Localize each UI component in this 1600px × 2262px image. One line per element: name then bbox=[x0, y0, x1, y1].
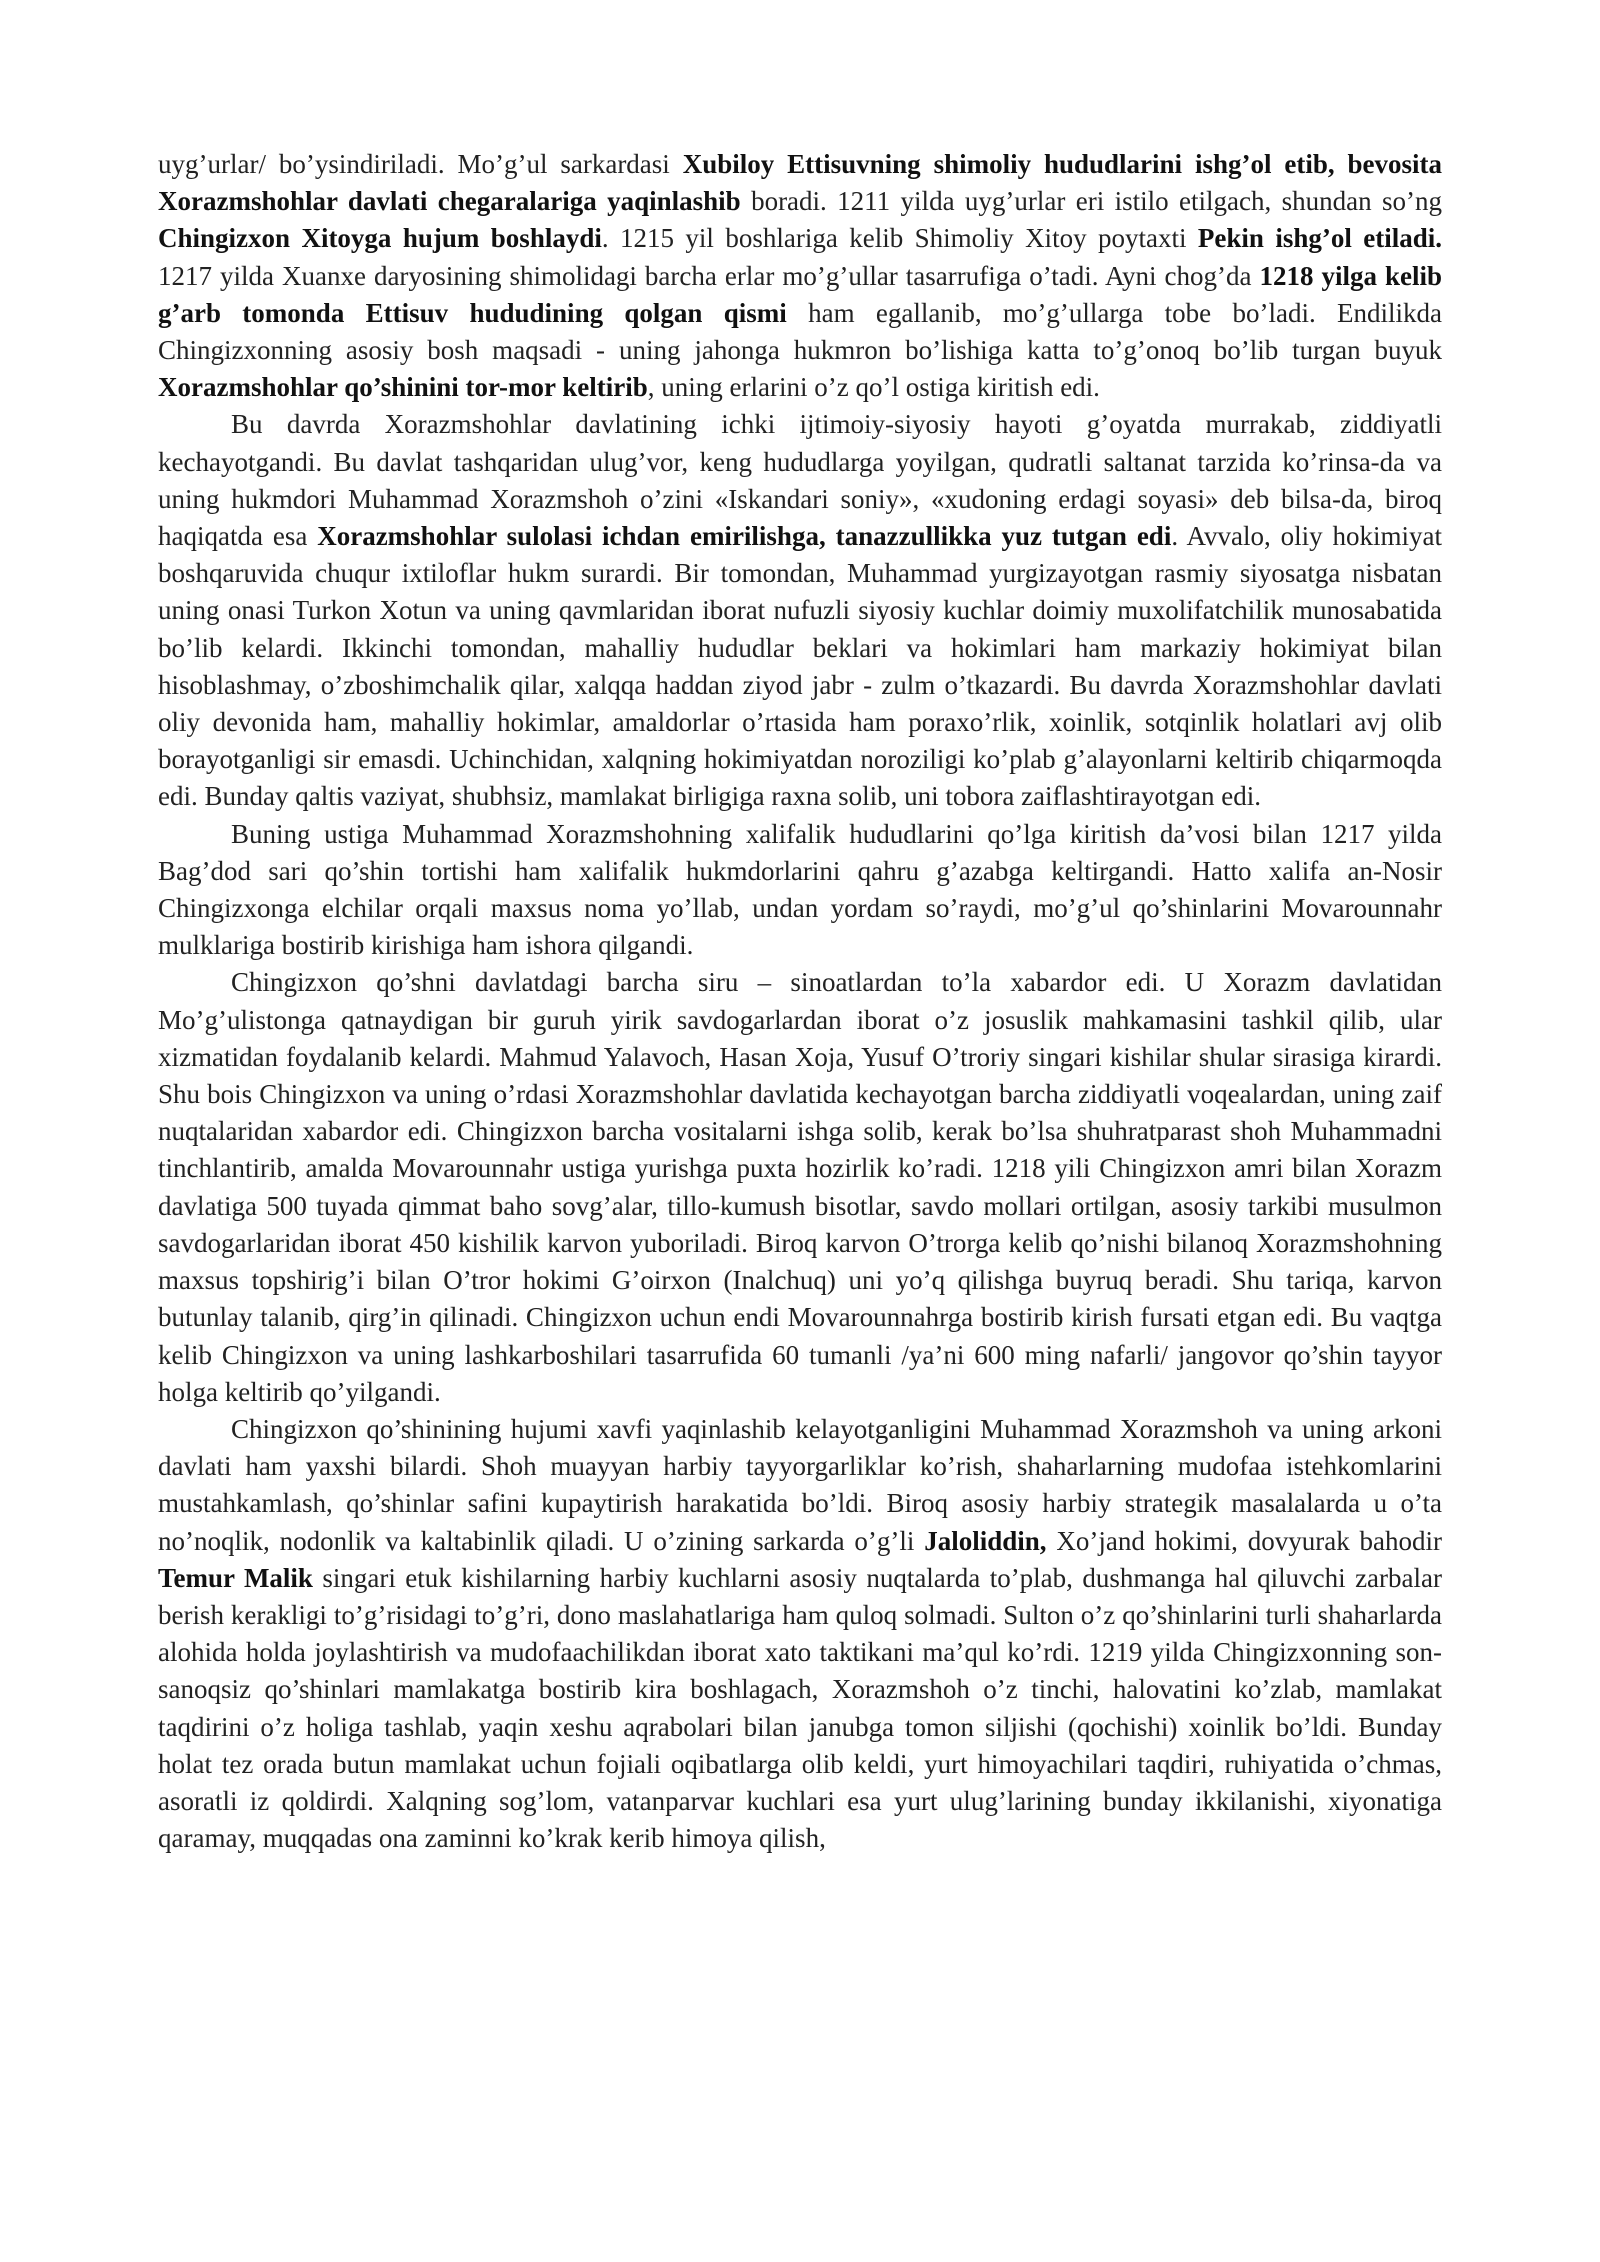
bold-text-run: Xorazmshohlar qo’shinini tor-mor keltirib bbox=[158, 372, 648, 403]
paragraph-1 bbox=[158, 146, 1442, 406]
text-run: Chingizxon qo’shni davlatdagi barcha siru – sinoatlardan to’la xabardor edi. U Xorazm davlatidan Mo’g’ulistonga qatnaydigan bir guruh yirik savdogarlardan iborat o’z josuslik mahkamasini tashkil qilib, ular xizmatidan foydalanib kelardi. Mahmud Yalavoch, Hasan Xoja, Yusuf O’troriy singari kishilar shular sirasiga kirardi. Shu bois Chingizxon va uning o’rdasi Xorazmshohlar davlatida kechayotgan barcha ziddiyatli voqealardan, uning zaif nuqtalaridan xabardor edi. Chingizxon barcha vositalarni ishga solib, kerak bo’lsa shuhratparast shoh Muhammadni tinchlantirib, amalda Movarounnahr ustiga yurishga puxta hozirlik ko’radi. 1218 yili Chingizxon amri bilan Xorazm davlatiga 500 tuyada qimmat baho sovg’alar, tillo-kumush bisotlar, savdo mollari ortilgan, asosiy tarkibi musulmon savdogarlaridan iborat 450 kishilik karvon yuboriladi. Biroq karvon O’trorga kelib qo’nishi bilanoq Xorazmshohning maxsus topshirig’i bilan O’tror hokimi G’oirxon (Inalchuq) uni yo’q qilishga buyruq beradi. Shu tariqa, karvon butunlay talanib, qirg’in qilinadi. Chingizxon uchun endi Movarounnahrga bostirib kirish fursati etgan edi. Bu vaqtga kelib Chingizxon va uning lashkarboshilari tasarrufida 60 tumanli /ya’ni 600 ming nafarli/ jangovor qo’shin tayyor holga keltirib qo’yilgandi. bbox=[158, 967, 1442, 1407]
text-run: Xo’jand hokimi, dovyurak bahodir bbox=[1046, 1525, 1442, 1556]
text-run: . Avvalo, oliy hokimiyat boshqaruvida chuqur ixtiloflar hukm surardi. Bir tomondan, Muhammad yurgizayotgan rasmiy siyosatga nisbatan uning onasi Turkon Xotun va uning qavmlaridan iborat nufuzli siyosiy kuchlar doimiy muxolifatchilik munosabatida bo’lib kelardi. Ikkinchi tomondan, mahalliy hududlar beklari va hokimlari ham markaziy hokimiyat bilan hisoblashmay, o’zboshimchalik qilar, xalqqa haddan ziyod jabr - zulm o’tkazardi. Bu davrda Xorazmshohlar davlati oliy devonida ham, mahalliy hokimlar, amaldorlar o’rtasida ham poraxo’rlik, xoinlik, sotqinlik holatlari avj olib borayotganligi sir emasdi. Uchinchidan, xalqning hokimiyatdan noroziligi ko’plab g’alayonlarni keltirib chiqarmoqda edi. Bunday qaltis vaziyat, shubhsiz, mamlakat birligiga raxna solib, uni tobora zaiflashtirayotgan edi. bbox=[158, 521, 1442, 812]
text-run: . 1215 yil boshlariga kelib Shimoliy Xitoy poytaxti bbox=[601, 223, 1198, 254]
paragraph-5 bbox=[158, 1411, 1442, 1857]
bold-text-run: Xubiloy Ettisuvning shimoliy hududlarini ishg’ol etib, bevosita Xorazmshohlar davlati chegaralariga yaqinlashib bbox=[158, 149, 1442, 217]
bold-text-run: Xorazmshohlar sulolasi ichdan emirilishga, tanazzullikka yuz tutgan edi bbox=[317, 521, 1172, 552]
paragraph-4 bbox=[158, 964, 1442, 1410]
text-run: 1217 yilda Xuanxe daryosining shimolidagi barcha erlar mo’g’ullar tasarrufiga o’tadi. Ayni chog’da bbox=[158, 260, 1260, 291]
text-run: Buning ustiga Muhammad Xorazmshohning xalifalik hududlarini qo’lga kiritish da’vosi bilan 1217 yilda Bag’dod sari qo’shin tortishi ham xalifalik hukmdorlarini qahru g’azabga keltirgandi. Hatto xalifa an-Nosir Chingizxonga elchilar orqali maxsus noma yo’llab, undan yordam so’raydi, mo’g’ul qo’shinlarini Movarounnahr mulklariga bostirib kirishiga ham ishora qilgandi. bbox=[158, 818, 1442, 961]
text-run: ham egallanib, mo’g’ullarga tobe bo’ladi. Endilikda Chingizxonning asosiy bosh maqsadi - uning jahonga hukmron bo’lishiga katta to’g’onoq bo’lib turgan buyuk bbox=[158, 297, 1442, 366]
bold-text-run: Jaloliddin, bbox=[924, 1525, 1047, 1556]
text-run: Chingizxon qo’shinining hujumi xavfi yaqinlashib kelayotganligini Muhammad Xorazmshoh va uning arkoni davlati ham yaxshi bilardi. Shoh muayyan harbiy tayyorgarliklar ko’rish, shaharlarning mudofaa istehkomlarini mustahkamlash, qo’shinlar safini kupaytirish harakatida bo’ldi. Biroq asosiy harbiy strategik masalalarda u o’ta no’noqlik, nodonlik va kaltabinlik qiladi. U o’zining sarkarda o’g’li bbox=[158, 1413, 1442, 1556]
text-run: boradi. 1211 yilda uyg’urlar eri istilo etilgach, shundan so’ng bbox=[740, 186, 1442, 217]
paragraph-3 bbox=[158, 816, 1442, 965]
text-run: uyg’urlar/ bo’ysindiriladi. Mo’g’ul sarkardasi bbox=[158, 149, 683, 179]
bold-text-run: Pekin ishg’ol etiladi. bbox=[1197, 223, 1442, 254]
text-run: singari etuk kishilarning harbiy kuchlarni asosiy nuqtalarda to’plab, dushmanga hal qiluvchi zarbalar berish kerakligi to’g’risidagi to’g’ri, dono maslahatlariga ham quloq solmadi. Sulton o’z qo’shinlarini turli shaharlarda alohida holda joylashtirish va mudofaachilikdan iborat xato taktikani ma’qul ko’rdi. 1219 yilda Chingizxonning son-sanoqsiz qo’shinlari mamlakatga bostirib kira boshlagach, Xorazmshoh o’z tinchi, halovatini ko’zlab, mamlakat taqdirini o’z holiga tashlab, yaqin xeshu aqrabolari bilan janubga tomon siljishi (qochishi) xoinlik bo’ldi. Bunday holat tez orada butun mamlakat uchun fojiali oqibatlarga olib keldi, yurt himoyachilari taqdiri, ruhiyatida o’chmas, asoratli iz qoldirdi. Xalqning sog’lom, vatanparvar kuchlari esa yurt ulug’larining bunday ikkilanishi, xiyonatiga qaramay, muqqadas ona zaminni ko’krak kerib himoya qilish, bbox=[158, 1562, 1442, 1854]
text-run: , uning erlarini o’z qo’l ostiga kiritish edi. bbox=[647, 372, 1100, 403]
bold-text-run: Chingizxon Xitoyga hujum boshlaydi bbox=[158, 223, 602, 254]
bold-text-run: 1218 yilga kelib g’arb tomonda Ettisuv hududining qolgan qismi bbox=[158, 260, 1442, 328]
text-run: Bu davrda Xorazmshohlar davlatining ichki ijtimoiy-siyosiy hayoti g’oyatda murrakab, ziddiyatli kechayotgandi. Bu davlat tashqaridan ulug’vor, keng hududlarga yoyilgan, qudratli saltanat tarzida ko’rinsa-da va uning hukmdori Muhammad Xorazmshoh o’zini «Iskandari soniy», «xudoning erdagi soyasi» deb bilsa-da, biroq haqiqatda esa bbox=[158, 409, 1442, 552]
paragraph-2 bbox=[158, 406, 1442, 815]
document-page bbox=[158, 146, 1442, 1857]
bold-text-run: Temur Malik bbox=[158, 1562, 313, 1593]
